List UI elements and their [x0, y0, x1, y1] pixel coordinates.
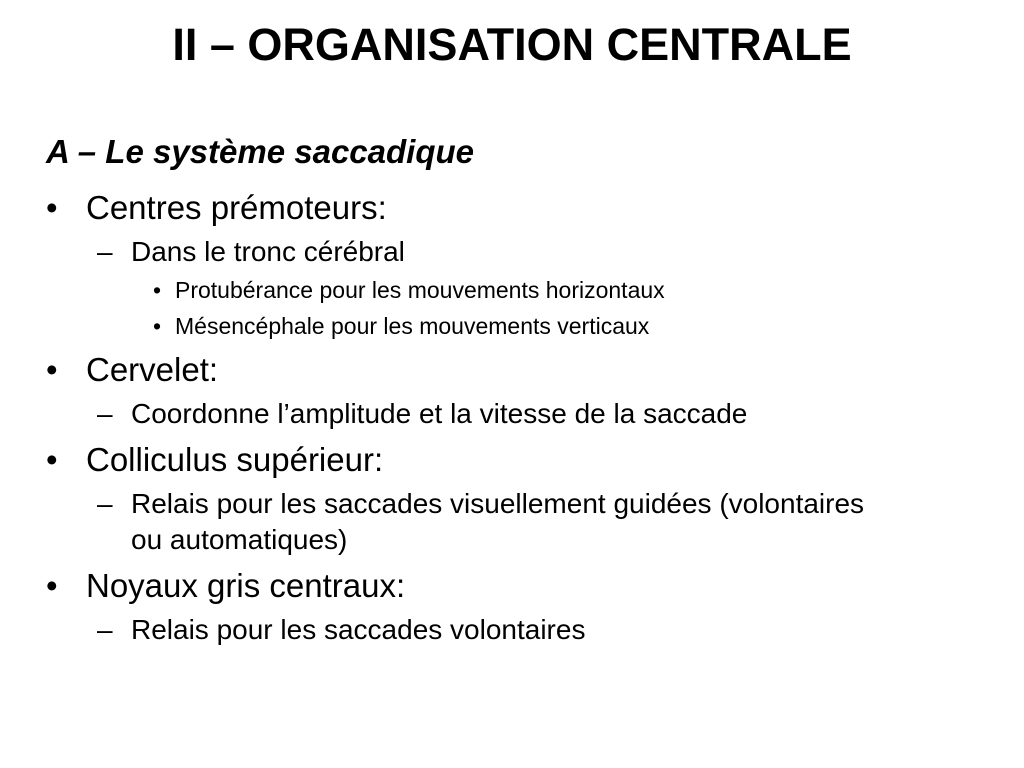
- sub-sub-item-protuberance: [0, 274, 1024, 306]
- section-heading: A – Le système saccadique: [46, 133, 475, 170]
- bullet-marker: •: [46, 567, 58, 604]
- bullet-item-centres-premoteurs: [0, 186, 1024, 230]
- bullet-marker: •: [46, 189, 58, 226]
- sub-sub-item-text: Protubérance pour les mouvements horizontaux: [175, 277, 665, 303]
- sub-item-text: Coordonne l’amplitude et la vitesse de la saccade: [131, 398, 748, 429]
- sub-item-relais-guidees: [0, 486, 871, 558]
- sub-item-tronc-cerebral: [0, 234, 1024, 270]
- bullet-marker: •: [46, 441, 58, 478]
- bullet-item-noyaux-gris: [0, 564, 1024, 608]
- slide-title: II – ORGANISATION CENTRALE: [172, 19, 852, 70]
- dash-marker: –: [97, 488, 113, 519]
- bullet-text: Noyaux gris centraux:: [86, 567, 406, 604]
- bullet-item-colliculus: [0, 438, 1024, 482]
- sub-sub-item-text: Mésencéphale pour les mouvements verticaux: [175, 313, 650, 339]
- sub-sub-item-mesencephale: [0, 310, 1024, 342]
- dash-marker: –: [97, 236, 113, 267]
- bullet-item-cervelet: [0, 348, 1024, 392]
- sub-item-coordonne: [0, 396, 1024, 432]
- bullet-list: [0, 180, 1024, 648]
- sub-item-text: Relais pour les saccades volontaires: [131, 614, 586, 645]
- sub-item-relais-volontaires: [0, 612, 1024, 648]
- dash-marker: –: [97, 398, 113, 429]
- bullet-text: Cervelet:: [86, 351, 219, 388]
- bullet-text: Centres prémoteurs:: [86, 189, 387, 226]
- bullet-text: Colliculus supérieur:: [86, 441, 384, 478]
- bullet-marker: •: [46, 351, 58, 388]
- dash-marker: –: [97, 614, 113, 645]
- bullet-marker: •: [153, 313, 162, 339]
- sub-item-text: Dans le tronc cérébral: [131, 236, 405, 267]
- bullet-marker: •: [153, 277, 162, 303]
- sub-item-text: Relais pour les saccades visuellement guidées (volontaires ou automatiques): [131, 488, 865, 555]
